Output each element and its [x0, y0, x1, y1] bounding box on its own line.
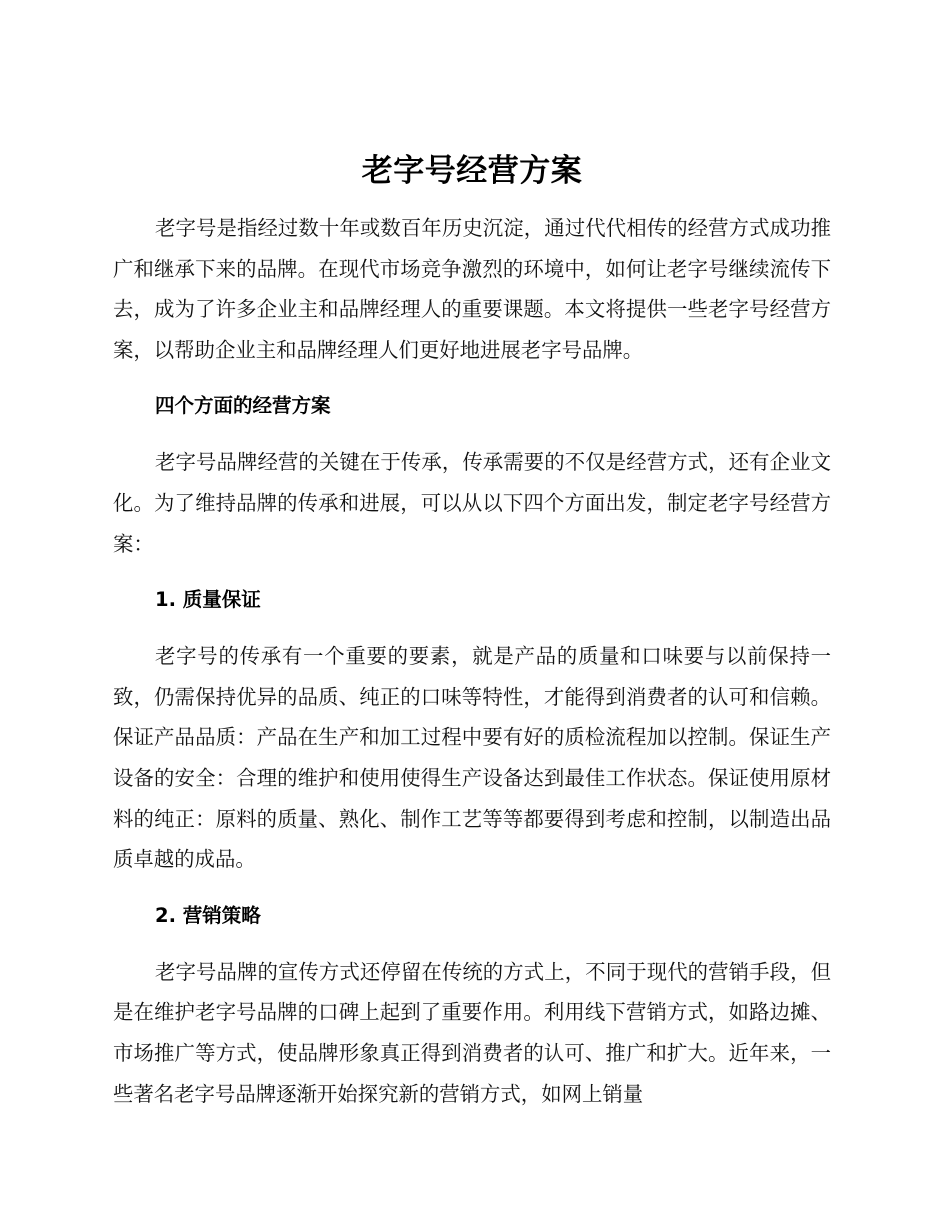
marketing-paragraph: 老字号品牌的宣传方式还停留在传统的方式上，不同于现代的营销手段，但是在维护老字号品牌的口碑上起到了重要作用。利用线下营销方式，如路边摊、市场推广等方式，使品牌形象真正得到消费者的认可、推广和扩大。近年来，一些著名老字号品牌逐渐开始探究新的营销方式，如网上销量 — [113, 959, 831, 1106]
overview-paragraph: 老字号品牌经营的关键在于传承，传承需要的不仅是经营方式，还有企业文化。为了维持品牌的传承和进展，可以从以下四个方面出发，制定老字号经营方案： — [113, 450, 831, 556]
section-heading-overview: 四个方面的经营方案 — [155, 394, 331, 418]
section-heading-marketing: 2. 营销策略 — [155, 903, 261, 927]
quality-paragraph: 老字号的传承有一个重要的要素，就是产品的质量和口味要与以前保持一致，仍需保持优异的品质、纯正的口味等特性，才能得到消费者的认可和信赖。保证产品品质：产品在生产和加工过程中要有好的质检流程加以控制。保证生产设备的安全：合理的维护和使用使得生产设备达到最佳工作状态。保证使用原材料的纯正：原料的质量、熟化、制作工艺等等都要得到考虑和控制，以制造出品质卓越的成品。 — [113, 644, 831, 872]
intro-paragraph: 老字号是指经过数十年或数百年历史沉淀，通过代代相传的经营方式成功推广和继承下来的品牌。在现代市场竞争激烈的环境中，如何让老字号继续流传下去，成为了许多企业主和品牌经理人的重要课题。本文将提供一些老字号经营方案，以帮助企业主和品牌经理人们更好地进展老字号品牌。 — [113, 216, 831, 362]
document-title: 老字号经营方案 — [361, 153, 583, 189]
section-heading-quality: 1. 质量保证 — [155, 588, 261, 612]
document-page — [113, 148, 831, 1130]
